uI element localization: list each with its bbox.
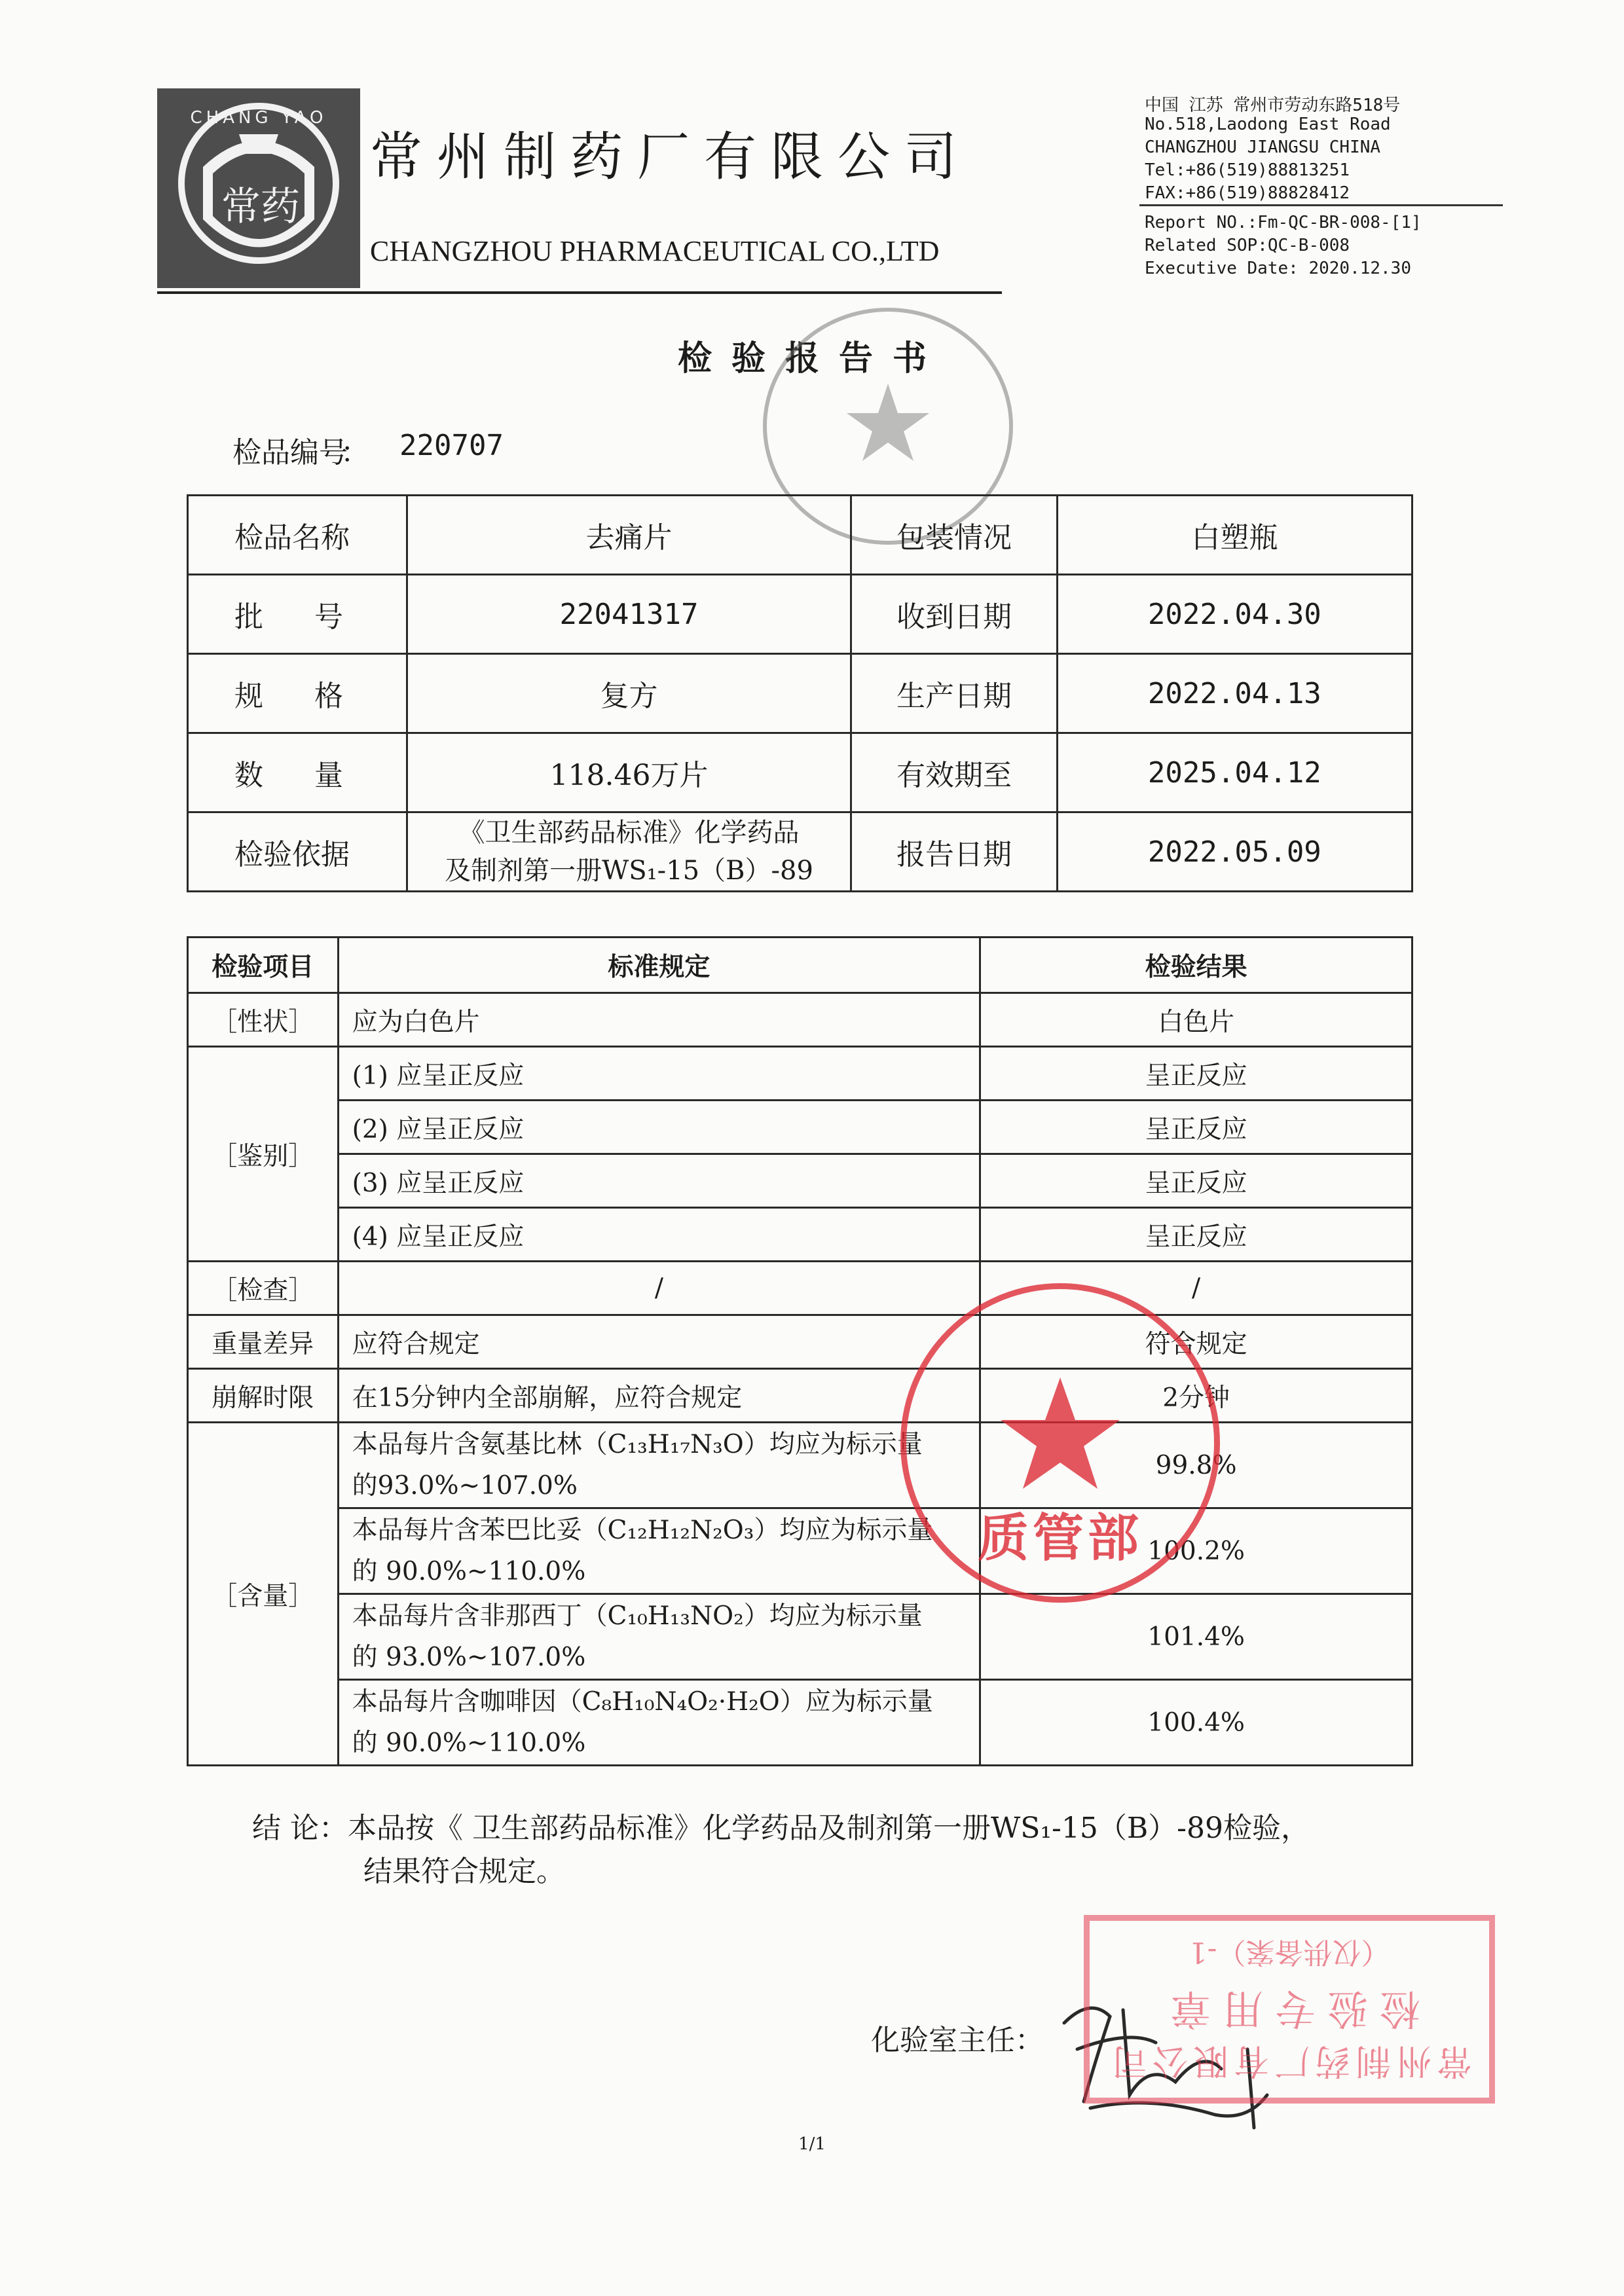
conclusion-label: 结 论：: [252, 1812, 348, 1845]
header-rule: [157, 291, 1002, 294]
standard-identification: (1) 应呈正反应: [338, 1047, 980, 1101]
assay-line: 的93.0%~107.0%: [352, 1471, 578, 1501]
table-row: [188, 654, 1412, 733]
tel-line: Tel:+86(519)88813251: [1145, 160, 1350, 180]
label-basis: 检验依据: [188, 812, 407, 892]
conclusion-line: [252, 1807, 1310, 1850]
value-basis: [407, 812, 851, 892]
table-row: [188, 1423, 1412, 1508]
table-row: [188, 1594, 1412, 1680]
address-line: No.518,Laodong East Road: [1145, 115, 1391, 134]
result-identification: 呈正反应: [980, 1101, 1412, 1154]
table-row: [188, 1315, 1412, 1369]
test-results-table: [187, 936, 1413, 1766]
seal-department-text: 质管部: [977, 1508, 1143, 1568]
qa-department-seal: [900, 1283, 1220, 1603]
assay-line: 的 90.0%~110.0%: [352, 1557, 586, 1586]
standard-identification: (2) 应呈正反应: [338, 1101, 980, 1154]
value-batch: 22041317: [407, 575, 851, 654]
basis-line: 《卫生部药品标准》化学药品: [458, 818, 800, 848]
standard-identification: (3) 应呈正反应: [338, 1154, 980, 1208]
inspection-special-stamp: [1084, 1915, 1495, 2104]
result-assay: 100.2%: [980, 1508, 1412, 1594]
header-item: 检验项目: [188, 938, 339, 993]
label-production-date: 生产日期: [851, 654, 1057, 733]
label-expiry-date: 有效期至: [851, 733, 1057, 812]
table-row: [188, 575, 1412, 654]
sample-number-value: 220707: [399, 429, 504, 462]
result-disintegration: 2分钟: [980, 1369, 1412, 1423]
standard-disintegration: 在15分钟内全部崩解，应符合规定: [338, 1369, 980, 1423]
value-production-date: 2022.04.13: [1057, 654, 1412, 733]
assay-line: 本品每片含苯巴比妥（C₁₂H₁₂N₂O₃）均应为标示量: [352, 1516, 933, 1545]
table-row: [188, 496, 1412, 575]
address-line: CHANGZHOU JIANGSU CHINA: [1145, 137, 1381, 157]
stamp-text-line: （仅供备案）-1: [1189, 1935, 1390, 1969]
item-identification: ［鉴别］: [188, 1047, 339, 1262]
item-inspection: ［检查］: [188, 1262, 339, 1315]
assay-line: 本品每片含非那西丁（C₁₀H₁₃NO₂）均应为标示量: [352, 1601, 923, 1631]
header-standard: 标准规定: [338, 938, 980, 993]
result-assay: 99.8%: [980, 1423, 1412, 1508]
value-sample-name: 去痛片: [407, 496, 851, 575]
result-identification: 呈正反应: [980, 1154, 1412, 1208]
table-header-row: [188, 938, 1412, 993]
standard-assay: [338, 1680, 980, 1766]
table-row: [188, 812, 1412, 892]
table-row: [188, 1680, 1412, 1766]
label-received-date: 收到日期: [851, 575, 1057, 654]
fax-line: FAX:+86(519)88828412: [1145, 183, 1350, 203]
conclusion: [252, 1807, 1310, 1893]
label-spec: 规格: [188, 654, 407, 733]
result-appearance: 白色片: [980, 993, 1412, 1047]
result-inspection: /: [980, 1262, 1412, 1315]
standard-appearance: 应为白色片: [338, 993, 980, 1047]
report-title: 检验报告书: [677, 338, 946, 378]
sample-info-table: [187, 494, 1413, 892]
label-batch: 批号: [188, 575, 407, 654]
logo-arc-text: CHANG YAO: [190, 108, 327, 128]
executive-date: Executive Date: 2020.12.30: [1145, 259, 1411, 278]
header-rule-right: [1139, 204, 1503, 206]
result-assay: 101.4%: [980, 1594, 1412, 1680]
value-expiry-date: 2025.04.12: [1057, 733, 1412, 812]
table-row: [188, 733, 1412, 812]
value-report-date: 2022.05.09: [1057, 812, 1412, 892]
item-weight-variation: 重量差异: [188, 1315, 339, 1369]
standard-inspection: /: [338, 1262, 980, 1315]
stamp-text-line: 检验专用章: [1158, 1985, 1421, 2033]
logo-emblem-text: 常药: [221, 184, 300, 230]
item-assay: ［含量］: [188, 1423, 339, 1766]
lab-director-label: 化验室主任：: [871, 2024, 1044, 2057]
address-line: 中国 江苏 常州市劳动东路518号: [1145, 96, 1401, 115]
label-packaging: 包装情况: [851, 496, 1057, 575]
standard-weight-variation: 应符合规定: [338, 1315, 980, 1369]
sample-number-sep: ：: [341, 436, 369, 469]
value-quantity: 118.46万片: [407, 733, 851, 812]
assay-line: 的 93.0%~107.0%: [352, 1643, 586, 1672]
related-sop: Related SOP:QC-B-008: [1145, 236, 1350, 255]
page-number: 1/1: [798, 2134, 826, 2154]
label-sample-name: 检品名称: [188, 496, 407, 575]
item-disintegration: 崩解时限: [188, 1369, 339, 1423]
company-name-cn: 常州制药厂有限公司: [370, 126, 971, 187]
basis-line: 及制剂第一册WS₁-15（B）-89: [445, 856, 813, 886]
assay-line: 的 90.0%~110.0%: [352, 1728, 586, 1758]
label-report-date: 报告日期: [851, 812, 1057, 892]
table-row: [188, 1369, 1412, 1423]
standard-assay: [338, 1423, 980, 1508]
standard-identification: (4) 应呈正反应: [338, 1208, 980, 1262]
item-appearance: ［性状］: [188, 993, 339, 1047]
result-identification: 呈正反应: [980, 1208, 1412, 1262]
sample-number-label: 检品编号: [232, 436, 348, 469]
value-spec: 复方: [407, 654, 851, 733]
standard-assay: [338, 1594, 980, 1680]
table-row: [188, 1154, 1412, 1208]
label-quantity: 数量: [188, 733, 407, 812]
assay-line: 本品每片含咖啡因（C₈H₁₀N₄O₂·H₂O）应为标示量: [352, 1687, 933, 1717]
result-assay: 100.4%: [980, 1680, 1412, 1766]
table-row: [188, 1262, 1412, 1315]
result-weight-variation: 符合规定: [980, 1315, 1412, 1369]
value-received-date: 2022.04.30: [1057, 575, 1412, 654]
table-row: [188, 1101, 1412, 1154]
assay-line: 本品每片含氨基比林（C₁₃H₁₇N₃O）均应为标示量: [352, 1430, 923, 1459]
table-row: [188, 1208, 1412, 1262]
result-identification: 呈正反应: [980, 1047, 1412, 1101]
standard-assay: [338, 1508, 980, 1594]
company-name-en: CHANGZHOU PHARMACEUTICAL CO.,LTD: [370, 235, 940, 267]
report-number: Report NO.:Fm-QC-BR-008-[1]: [1145, 213, 1422, 232]
table-row: [188, 1047, 1412, 1101]
conclusion-line: 结果符合规定。: [363, 1855, 565, 1888]
table-row: [188, 1508, 1412, 1594]
conclusion-text: 本品按《 卫生部药品标准》化学药品及制剂第一册WS₁-15（B）-89检验，: [348, 1812, 1310, 1845]
value-packaging: 白塑瓶: [1057, 496, 1412, 575]
table-row: [188, 993, 1412, 1047]
stamp-text-line: 常州制药厂有限公司: [1107, 2041, 1472, 2082]
header-result: 检验结果: [980, 938, 1412, 993]
